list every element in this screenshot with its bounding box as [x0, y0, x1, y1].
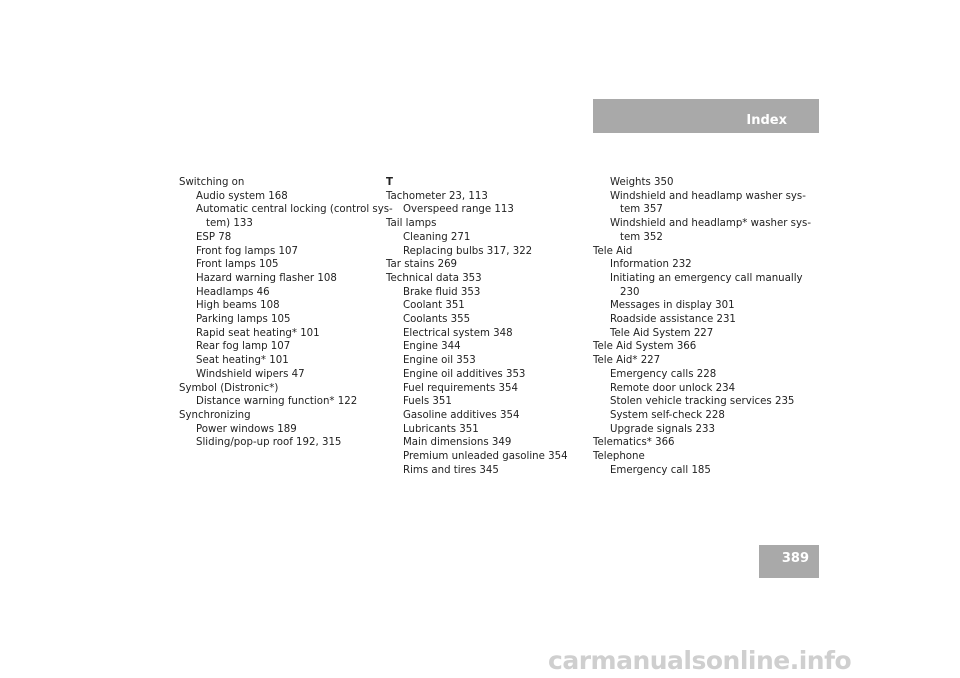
index-entry: tem) 133 [206, 218, 253, 230]
index-entry: Technical data 353 [386, 272, 482, 284]
index-entry: Engine 344 [403, 341, 461, 353]
index-entry: Emergency call 185 [610, 464, 711, 476]
index-entry: Hazard warning flasher 108 [196, 272, 337, 284]
index-entry: Audio system 168 [196, 190, 288, 202]
section-header [593, 99, 819, 133]
index-entry: Roadside assistance 231 [610, 314, 736, 326]
section-title: Index [746, 113, 787, 128]
index-entry: Windshield wipers 47 [196, 368, 305, 380]
index-entry: Power windows 189 [196, 423, 297, 435]
index-entry: Engine oil 353 [403, 355, 476, 367]
index-entry: Front fog lamps 107 [196, 245, 298, 257]
index-entry: Fuels 351 [403, 396, 452, 408]
index-letter-heading: T [386, 177, 393, 188]
index-entry: ESP 78 [196, 231, 232, 243]
index-entry: 230 [620, 286, 640, 298]
index-entry: tem 352 [620, 231, 663, 243]
index-entry: Stolen vehicle tracking services 235 [610, 396, 795, 408]
index-entry: Rims and tires 345 [403, 464, 499, 476]
index-entry: Cleaning 271 [403, 231, 471, 243]
index-entry: Messages in display 301 [610, 300, 735, 312]
page-number-box [759, 545, 819, 578]
index-entry: Replacing bulbs 317, 322 [403, 245, 533, 257]
index-entry: Lubricants 351 [403, 423, 479, 435]
index-entry: Upgrade signals 233 [610, 423, 715, 435]
index-entry: Tele Aid System 227 [610, 327, 714, 339]
index-entry: Windshield and headlamp washer sys- [610, 190, 806, 202]
index-entry: Tachometer 23, 113 [386, 190, 488, 202]
index-entry: Front lamps 105 [196, 259, 279, 271]
index-entry: Tele Aid* 227 [593, 355, 661, 367]
index-entry: Switching on [179, 177, 245, 188]
index-entry: Remote door unlock 234 [610, 382, 736, 394]
index-entry: Tele Aid System 366 [593, 341, 697, 353]
index-entry: Synchronizing [179, 409, 251, 421]
index-entry: Seat heating* 101 [196, 355, 289, 367]
index-entry: Symbol (Distronic*) [179, 382, 279, 394]
index-entry: Parking lamps 105 [196, 314, 291, 326]
index-entry: tem 357 [620, 204, 663, 216]
index-column-2 [386, 176, 591, 477]
index-entry: Overspeed range 113 [403, 204, 514, 216]
index-entry: Emergency calls 228 [610, 368, 717, 380]
index-entry: Headlamps 46 [196, 286, 270, 298]
page-number: 389 [781, 551, 809, 566]
index-entry: Telephone [593, 451, 645, 463]
index-entry: Electrical system 348 [403, 327, 513, 339]
index-entry: Engine oil additives 353 [403, 368, 526, 380]
index-entry: Weights 350 [610, 177, 674, 188]
index-entry: Tar stains 269 [386, 259, 458, 271]
index-entry: High beams 108 [196, 300, 280, 312]
index-entry: Coolant 351 [403, 300, 465, 312]
index-entry: Fuel requirements 354 [403, 382, 518, 394]
index-entry: Brake fluid 353 [403, 286, 481, 298]
index-entry: Main dimensions 349 [403, 437, 512, 449]
watermark: carmanualsonline.info [548, 646, 852, 675]
index-entry: Tail lamps [386, 218, 437, 230]
index-entry: System self-check 228 [610, 409, 725, 421]
index-column-3 [593, 176, 811, 477]
index-entry: Sliding/pop-up roof 192, 315 [196, 437, 342, 449]
index-entry: Information 232 [610, 259, 692, 271]
index-entry: Automatic central locking (control sys- [196, 204, 393, 216]
index-entry: Telematics* 366 [593, 437, 675, 449]
index-column-1 [179, 176, 393, 450]
index-entry: Premium unleaded gasoline 354 [403, 451, 568, 463]
index-entry: Distance warning function* 122 [196, 396, 358, 408]
index-entry: Windshield and headlamp* washer sys- [610, 218, 811, 230]
index-entry: Rapid seat heating* 101 [196, 327, 320, 339]
index-entry: Initiating an emergency call manually [610, 272, 803, 284]
index-entry: Rear fog lamp 107 [196, 341, 291, 353]
index-entry: Gasoline additives 354 [403, 409, 520, 421]
index-entry: Tele Aid [593, 245, 633, 257]
index-entry: Coolants 355 [403, 314, 471, 326]
